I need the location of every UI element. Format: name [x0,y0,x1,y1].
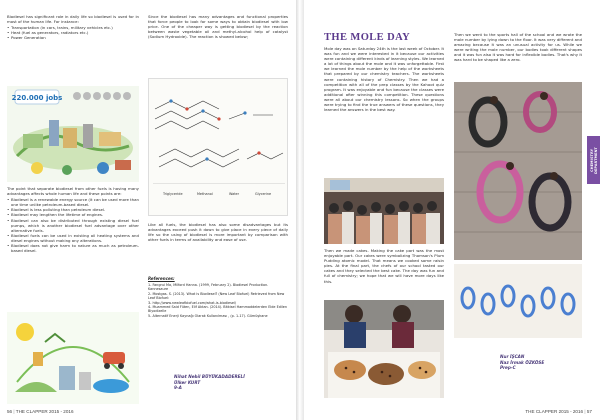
biodiesel-infographic-image [7,86,139,182]
disadvantages-paragraph: Like all fuels, the biodiesel has also some disadvantages but its advantages exceed push it down to give place in every piece of daily life so the using of biodiesel is more important by comparison with other fuels in terms of availability and ease of use. [148,222,288,243]
references-heading: References: [148,276,175,281]
reference-item: 3- http://www.newleafbiofuel.com/what-is-biodiesel/ [148,300,237,305]
list-item: • Heat (fuel as generators, radiators etc.) [7,30,139,35]
author-name: Naz İrmak ÖZKÖSE [500,359,545,365]
article-col2-text [454,32,582,78]
biodiesel-cycle-illustration [7,312,139,404]
chemistry-department-tab [587,136,600,184]
uses-list [7,25,139,40]
sports-hall-paragraph: Then we went to the sports hall of the school and we wrote the mole number by lying down to the floor. It was very different and amazing because it was an unusual activity for us. While we were writing the mole number, our bodies took different shapes and it was fun also it was hard for inflexible bodies. That's why it was hard to be shaped like a zero. [454,32,582,63]
author-class: 9-A [174,385,182,391]
jobs-badge: 220.000 jobs [11,94,63,102]
author-class: Prep-C [500,365,516,371]
list-item: • Biodiesel does not give harm to nature as much as petroleum-based diesel. [7,243,139,253]
article-title: THE MOLE DAY [324,32,411,43]
cake-paragraph: Then we made cakes. Making the cake part was the most enjoyable part. Our cakes were symbolizing Thomson's Plum Pudding atomic model. That means we cooked some raisin pies. At the final part, the chefs of our school tasted our cakes and they selected the best cake. The day was fun and full of chemistry; we hope that we will have more days like this. [324,248,444,284]
cake-photo [324,300,444,398]
mole-day-paragraph: Mole day was on Saturday 24th is the last week of October. It was fun and we were interested in it because our activities were containing different kinds of learning styles. We learned a lot of things about the mole and it was unforgettable. First we learned the mole number by the help of the worksheets that prepared by our chemistry teachers. The worksheets were containing history of Chemistry. Then we had a competition with all of the prep classes by the Kahoot quiz program. It was enjoyable and fun because the classes were additional after winning this competition. These questions were all about our chemistry lessons. So when the groups were trying to find the true answers of these questions, they learned the answers in the best way. [324,46,444,113]
author-name: Ülker KURT [174,379,201,385]
list-item: • Biodiesel may lengthen the lifetime of engines. [7,212,139,217]
article-col1-cake-text [324,248,444,296]
reference-item: 5- Alternatif Enerji Kaynağı Olarak Kullanılması , (p. 1-17). Gümüşhane [148,313,268,318]
reference-item: 2- Mostgas. S. (2013). What is Biodiesel? (New Leaf Biofuel) Retrieved from New Leaf Biofuel: [148,291,285,301]
tab-line: CHEMISTRY [589,148,594,172]
diagram-label: Triglyceride [163,192,183,196]
article-signature [500,354,582,378]
references-list [148,283,288,318]
intro-block [7,14,139,86]
advantages-block [7,186,139,310]
mole-number-photo [454,264,582,338]
diagram-label: Glycerine [255,192,272,196]
list-item: • Biodiesel can also be distributed through existing diesel fuel pumps, which is another biodiesel fuel advantage over other alternative fuels. [7,218,139,233]
reference-item: 1- Fangrui Ma, Milford Hanna. (1999, February 2). Biodiesel Production. Kannesaure [148,283,269,292]
list-item: • Power Generation [7,35,139,40]
list-item: • Transportation (in cars, trains, military vehicles etc.) [7,25,139,30]
list-item: • Biodiesel fuels can be used in existing oil heating systems and diesel engines without making any alterations. [7,233,139,243]
author-name: Nur İŞCAN [500,354,525,359]
disadvantages-block [148,222,288,258]
advantages-intro: The point that separate biodiesel from other fuels is having many advantages affects whole human life and these points are: [7,186,139,197]
mole-number-floor-photo [454,82,582,260]
reaction-diagram [148,78,288,216]
list-item: • Biodiesel is a renewable energy source (it can be used more than one time unlike petroleum-based diesel. [7,197,139,207]
magazine-years: 2015 - 2016 [49,409,74,414]
page-number: 57 [586,409,592,414]
magazine-years: 2015 - 2016 [558,409,584,414]
reference-item: 4- Muammed Said Füten, Elif Aktan. (2014). Bitkisel Hammaddelerden Elde Edilen Biyodizelle [148,305,288,314]
list-item: • Biodiesel is less polluting than petroleum diesel. [7,207,139,212]
left-footer: 56 | THE CLAPPER 2015 - 2016 [7,409,74,414]
author-signature [174,374,284,396]
right-footer: THE CLAPPER 2015 - 2016 | 57 [525,409,592,414]
left-page [0,0,296,420]
diagram-label: Water [229,192,240,196]
process-intro-block [148,14,288,74]
advantages-list [7,197,139,253]
hall-crowd-photo [324,178,444,244]
author-name: Nihat Nebil BÜYÜKADADERELİ [174,374,245,379]
page-number: 56 [7,409,13,414]
references-block [148,276,288,348]
diagram-label: Methanol [197,192,213,196]
intro-paragraph: Biodiesel has significant role in daily life so biodiesel is used for in most of the human life. For instance: [7,14,139,25]
process-paragraph: Since the biodiesel has many advantages and functional properties that force people to look for some ways to obtain biodiesel with low price. One of the cheaper way is getting biodiesel by the reaction between waste vegetable oil and methyl-alcohol help of catalyst (Sodium Hydroxide). The reaction is showed below; [148,14,288,40]
magazine-name: THE CLAPPER [525,409,558,414]
page-gutter [296,0,304,420]
right-page [304,0,600,420]
tab-line: DEPARTMENT [593,146,598,174]
magazine-name: THE CLAPPER [15,409,48,414]
article-col1-text [324,46,444,174]
